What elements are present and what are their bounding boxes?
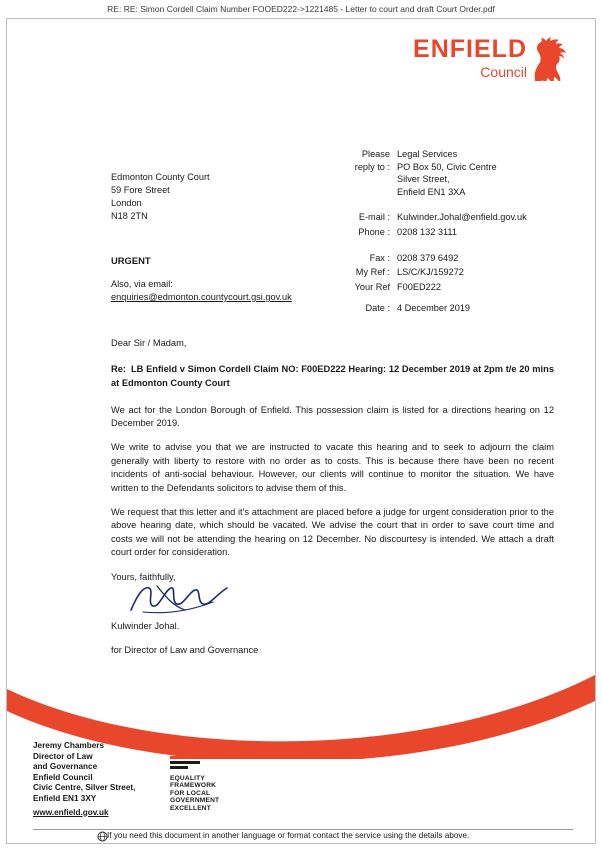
email-value[interactable]: Kulwinder.Johal@enfield.gov.uk xyxy=(397,212,527,223)
fax-label: Fax : xyxy=(369,252,390,263)
footer-line-1: Jeremy Chambers xyxy=(33,741,104,750)
phone-row xyxy=(337,226,577,239)
subject-label: Re: xyxy=(111,364,126,375)
sign-off: Yours, faithfully, xyxy=(111,571,176,582)
paragraph-3: We request that this letter and it's attachment are placed before a judge for urgent consideration prior to the above hearing date, which should be vacated. We advise the court that in order to save court time and costs we will not be attending the hearing on 12 December. No discourtesy is intended. We attach a draft court order for consideration. xyxy=(111,507,554,558)
subject-text: LB Enfield v Simon Cordell Claim NO: F00ED222 Hearing: 12 December 2019 at 2pm t/e 20 mins at Edmonton County Court xyxy=(111,364,554,388)
footer-accessibility-note xyxy=(107,831,469,840)
footer-sender-details xyxy=(33,741,135,818)
equality-framework-badge xyxy=(170,756,290,813)
also-via-email xyxy=(111,278,326,304)
reply-to-line-3: Silver Street, xyxy=(397,174,450,185)
recipient-address xyxy=(111,171,210,223)
my-ref-label: My Ref : xyxy=(355,267,390,278)
equality-line-3: FOR LOCAL xyxy=(170,789,211,797)
sender-contact-block xyxy=(337,148,577,317)
window-title-bar: RE: RE: Simon Cordell Claim Number FOOED222->1221485 - Letter to court and draft Court Order.pdf xyxy=(107,4,495,14)
equality-bars-icon xyxy=(170,756,214,769)
email-row xyxy=(337,211,577,224)
footer-line-4: Enfield Council xyxy=(33,772,93,782)
reply-to-value xyxy=(397,148,577,198)
phone-label: Phone : xyxy=(358,226,390,237)
globe-icon xyxy=(97,831,108,842)
my-ref-row xyxy=(337,266,577,279)
recipient-line-3: London xyxy=(111,198,142,208)
reply-to-label: Please reply to : xyxy=(354,149,390,172)
date-row xyxy=(337,302,577,315)
footer-line-6: Enfield EN1 3XY xyxy=(33,793,97,803)
your-ref-label: Your Ref xyxy=(354,281,390,292)
footer-line-5: Civic Centre, Silver Street, xyxy=(33,783,136,793)
equality-line-5: EXCELLENT xyxy=(170,804,211,812)
your-ref-row xyxy=(337,281,577,294)
letter-body xyxy=(111,337,554,669)
enquiries-email-link[interactable]: enquiries@edmonton.countycourt.gsi.gov.uk xyxy=(111,292,292,302)
enfield-council-logo xyxy=(403,33,573,95)
equality-line-2: FRAMEWORK xyxy=(170,782,217,790)
paragraph-1: We act for the London Borough of Enfield. This possession claim is listed for a directions hearing on 12 December 2019. xyxy=(111,404,554,428)
recipient-line-2: 59 Fore Street xyxy=(111,185,170,195)
footer-line-3: and Governance xyxy=(33,762,98,772)
footer-divider xyxy=(33,829,573,830)
reply-to-line-2: PO Box 50, Civic Centre xyxy=(397,161,497,172)
handwritten-signature-icon xyxy=(127,582,237,616)
my-ref-value: LS/C/KJ/159272 xyxy=(397,267,464,278)
equality-line-1: EQUALITY xyxy=(170,774,205,782)
brand-subtitle: Council xyxy=(480,64,527,80)
signer-name: Kulwinder Johal. xyxy=(111,621,180,632)
brand-wordmark: ENFIELD xyxy=(413,35,527,63)
salutation: Dear Sir / Madam, xyxy=(111,338,187,348)
recipient-line-1: Edmonton County Court xyxy=(111,172,210,182)
signature-area xyxy=(111,586,554,620)
reply-to-line-1: Legal Services xyxy=(397,149,458,159)
enfield-beast-icon xyxy=(529,33,573,81)
council-website-link[interactable]: www.enfield.gov.uk xyxy=(33,807,109,817)
also-via-email-prefix: Also, via email: xyxy=(111,279,173,289)
signer-role: for Director of Law and Governance xyxy=(111,645,259,656)
equality-line-4: GOVERNMENT xyxy=(170,797,220,805)
letter-sheet xyxy=(6,18,596,844)
email-label: E-mail : xyxy=(358,212,390,223)
footer-line-2: Director of Law xyxy=(33,751,93,761)
reply-to-line-4: Enfield EN1 3XA xyxy=(397,186,466,197)
recipient-line-4: N18 2TN xyxy=(111,211,148,221)
date-label: Date : xyxy=(365,303,390,314)
paragraph-2: We write to advise you that we are instructed to vacate this hearing and to seek to adjourn the claim generally with liberty to restore with no order as to costs. This is because there have been no recent incidents of anti-social behaviour. However, our clients will continue to monitor the situation. We have written to the Defendants solicitors to advise them of this. xyxy=(111,442,554,493)
fax-row xyxy=(337,252,577,265)
fax-value: 0208 379 6492 xyxy=(397,252,459,263)
subject-line xyxy=(111,363,554,390)
your-ref-value: F00ED222 xyxy=(397,281,441,292)
reply-to-row xyxy=(337,148,577,198)
footer-note-text: If you need this document in another language or format contact the service using the details above. xyxy=(107,831,470,840)
phone-value: 0208 132 3111 xyxy=(397,226,457,237)
urgent-label: URGENT xyxy=(111,255,151,266)
date-value: 4 December 2019 xyxy=(397,303,471,314)
